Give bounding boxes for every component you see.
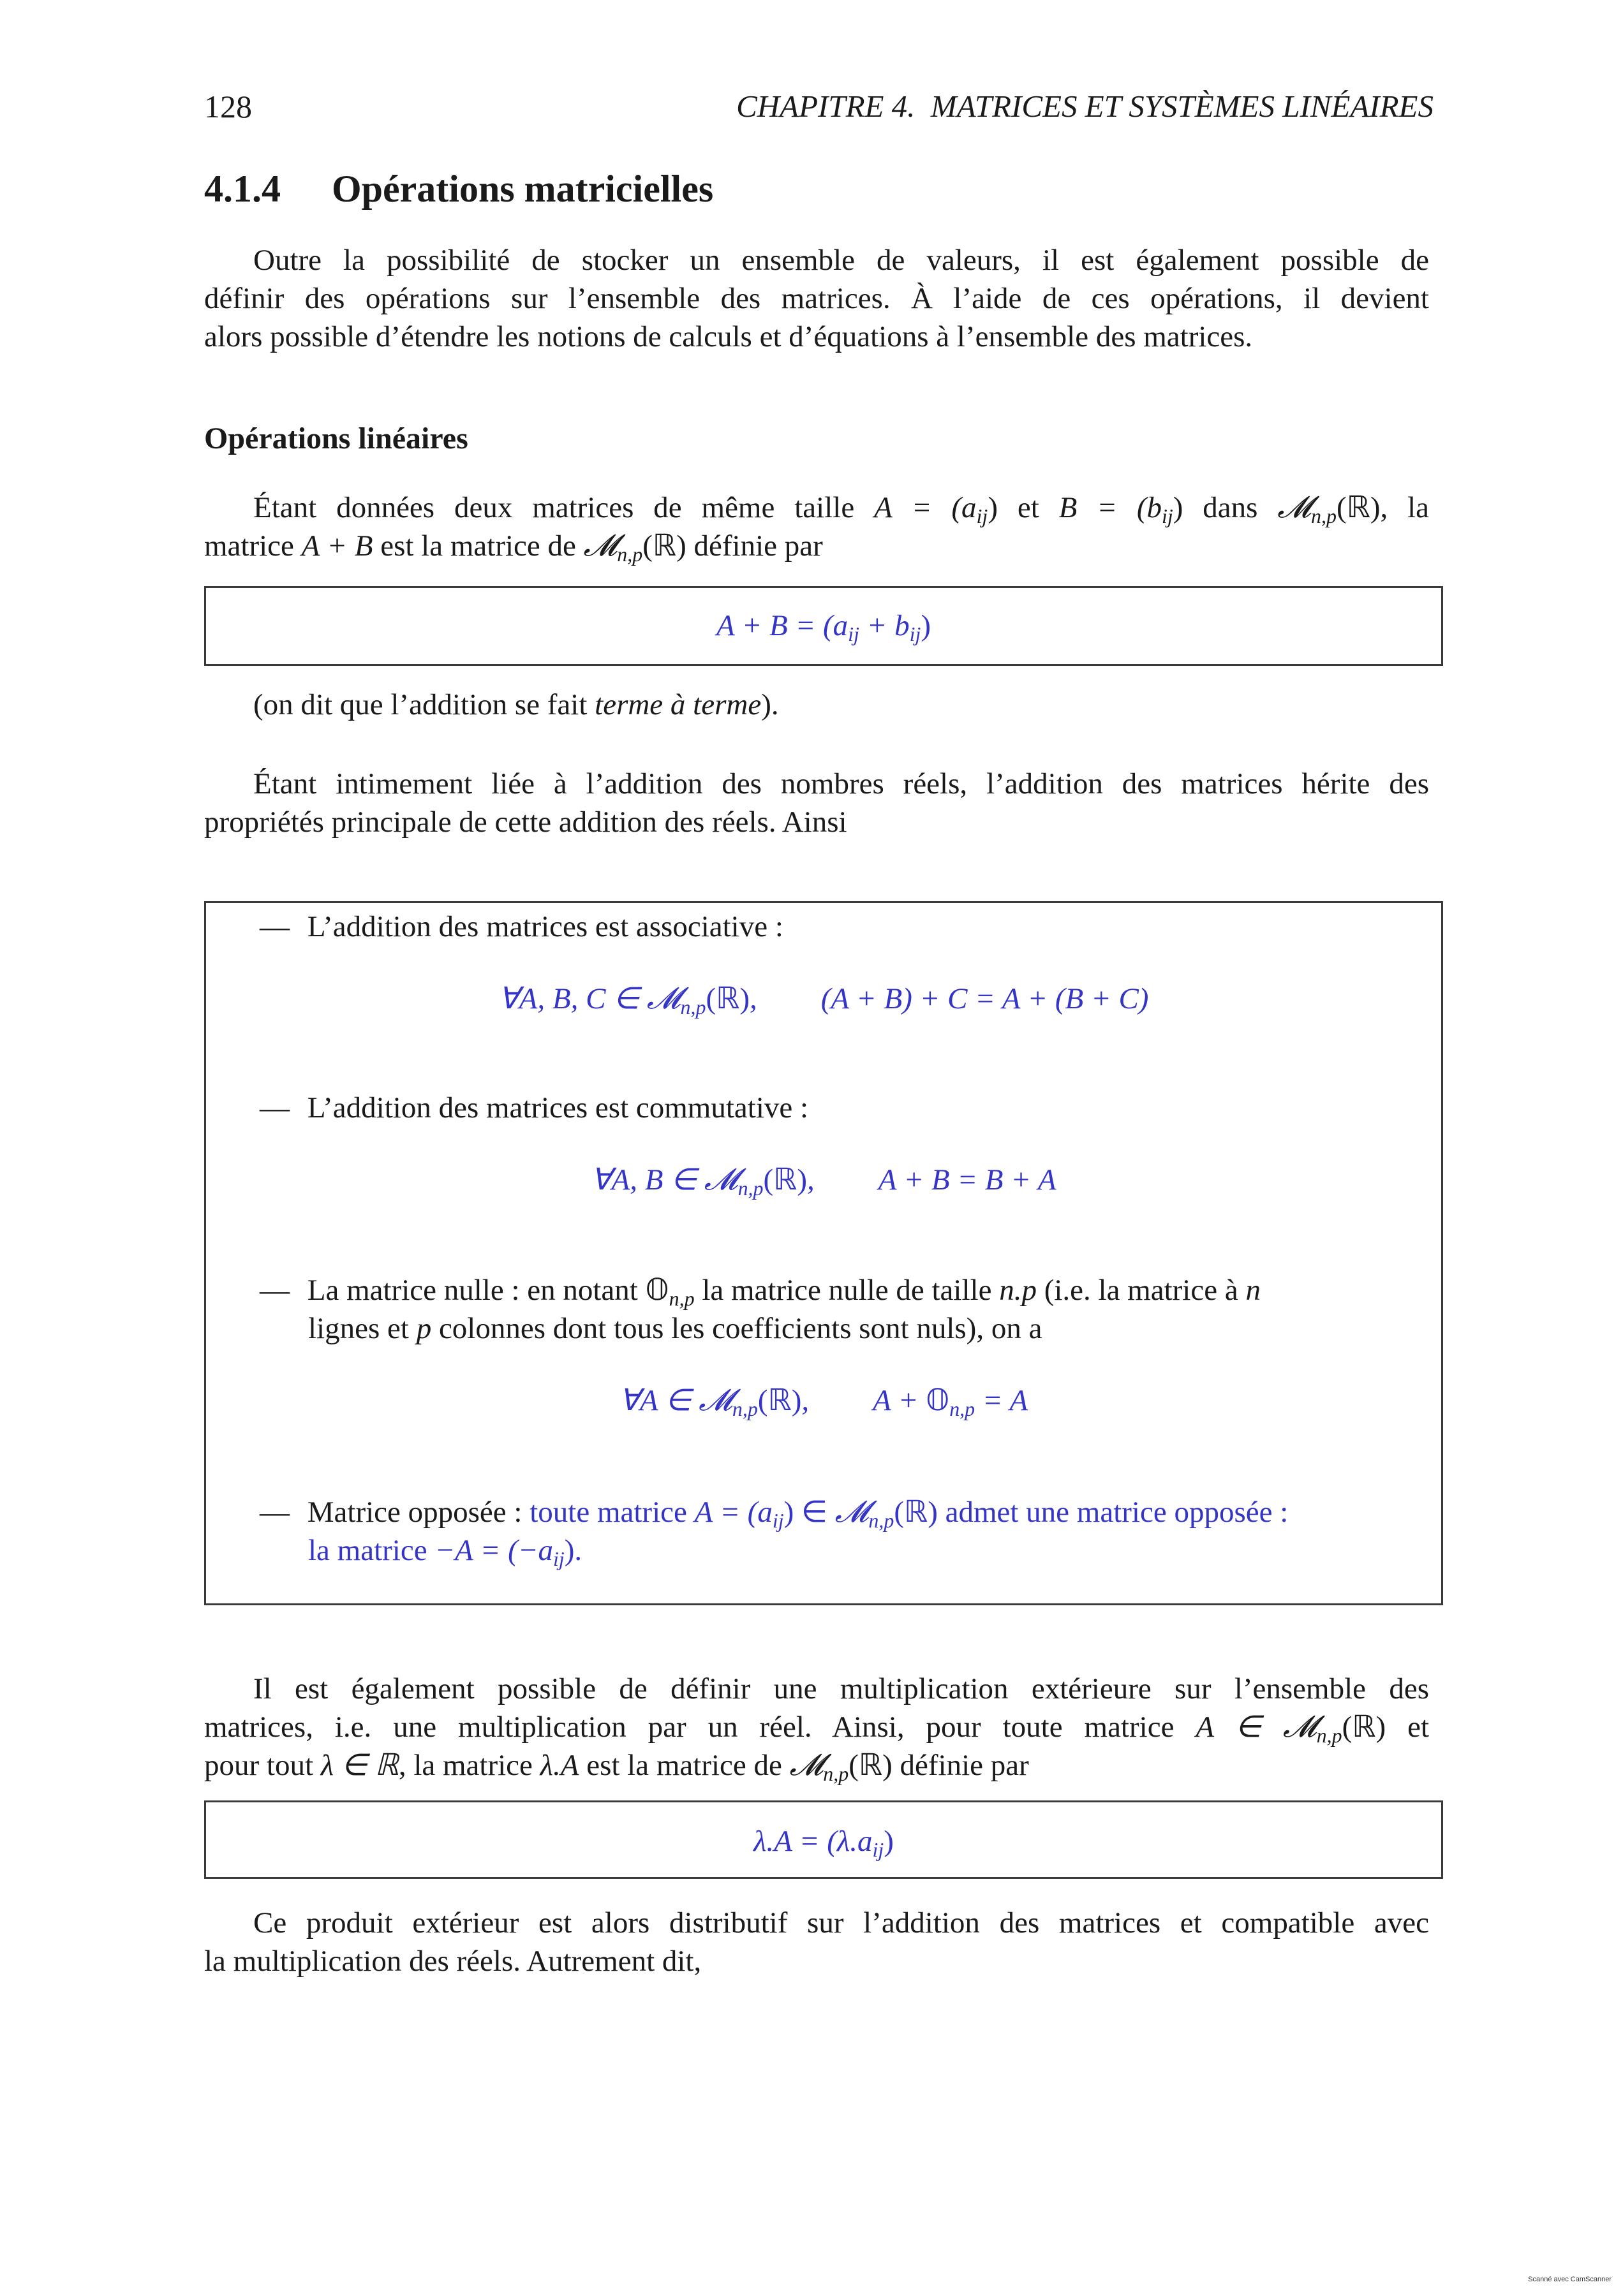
section-number: 4.1.4 <box>204 168 281 210</box>
property-associative <box>260 908 783 946</box>
scalar-multiplication-paragraph <box>204 1670 1429 1785</box>
property-opposite <box>260 1493 1288 1570</box>
zero-matrix-line-2: lignes et p colonnes dont tous les coefficients sont nuls), on a <box>308 1312 1042 1345</box>
formula-addition: $A + B = (a_{ij} + b_{ij})$ <box>716 609 931 645</box>
subsection-heading: Opérations linéaires <box>204 422 468 455</box>
addition-definition <box>204 489 1429 565</box>
bullet-dash: — <box>260 1091 290 1124</box>
bullet-dash: — <box>260 910 290 943</box>
conclusion-paragraph <box>204 1904 1429 1980</box>
bullet-dash: — <box>260 1496 290 1529</box>
zero-matrix-line-1: — La matrice nulle : en notant 𝕆$_{n,p}$ la matrice nulle de taille n.p (i.e. la matrice à n <box>260 1274 1261 1310</box>
termwise-emphasis: terme à terme <box>595 688 762 721</box>
scalar-line-1: Il est également possible de définir une multiplication extérieure sur l’ensemble des <box>253 1672 1429 1705</box>
conclusion-line-1: Ce produit extérieur est alors distributif sur l’addition des matrices et compatible avec <box>253 1906 1429 1939</box>
properties-intro-line-2: propriétés principale de cette addition des réels. Ainsi <box>204 806 847 839</box>
camscanner-watermark: Scanné avec CamScanner <box>1528 2276 1612 2283</box>
property-zero-matrix <box>260 1271 1261 1348</box>
scalar-line-3: pour tout λ ∈ ℝ, la matrice λ.A est la matrice de 𝓜$_{n,p}$(ℝ) définie par <box>204 1748 1029 1785</box>
termwise-note: (on dit que l’addition se fait terme à terme). <box>253 688 779 721</box>
formula-scalar: $\lambda.A = (\lambda.a_{ij})$ <box>753 1825 894 1861</box>
formula-box-scalar <box>204 1800 1443 1879</box>
bullet-dash: — <box>260 1274 290 1307</box>
formula-commutative: ∀A, B ∈ 𝓜$_{n,p}$(ℝ), A + B = B + A <box>591 1162 1056 1200</box>
intro-line-1: Outre la possibilité de stocker un ensemble de valeurs, il est également possible de <box>253 244 1429 277</box>
properties-intro <box>204 765 1429 841</box>
section-heading <box>204 167 713 211</box>
property-label: L’addition des matrices est associative : <box>307 910 783 943</box>
page-number: 128 <box>204 89 252 124</box>
property-commutative <box>260 1089 808 1127</box>
formula-zero-matrix: ∀A ∈ 𝓜$_{n,p}$(ℝ), A + 𝕆$_{n,p}$ = A <box>619 1383 1028 1420</box>
addition-def-line-2: matrice A + B est la matrice de 𝓜$_{n,p}$(ℝ) définie par <box>204 528 823 566</box>
conclusion-line-2: la multiplication des réels. Autrement dit, <box>204 1945 702 1978</box>
property-label: L’addition des matrices est commutative : <box>307 1091 809 1124</box>
addition-def-line-1: Étant données deux matrices de même taille $A = (a_{ij})$ et $B = (b_{ij})$ dans 𝓜$_{n,p}$(ℝ), la <box>253 490 1430 527</box>
properties-intro-line-1: Étant intimement liée à l’addition des nombres réels, l’addition des matrices hérite des <box>253 767 1429 800</box>
intro-line-2: définir des opérations sur l’ensemble des matrices. À l’aide de ces opérations, il devient <box>204 282 1429 315</box>
intro-line-3: alors possible d’étendre les notions de calculs et d’équations à l’ensemble des matrices. <box>204 320 1253 353</box>
intro-paragraph <box>204 241 1429 356</box>
running-title: CHAPITRE 4. MATRICES ET SYSTÈMES LINÉAIRES <box>736 89 1434 124</box>
formula-box-addition <box>204 586 1443 666</box>
opposite-line-1: — Matrice opposée : toute matrice $A = (a_{ij})$ ∈ 𝓜$_{n,p}$(ℝ) admet une matrice opposée : <box>260 1494 1289 1532</box>
scalar-line-2: matrices, i.e. une multiplication par un réel. Ainsi, pour toute matrice A ∈ 𝓜$_{n,p}$(ℝ) et <box>204 1709 1430 1747</box>
formula-associative: ∀A, B, C ∈ 𝓜$_{n,p}$(ℝ), (A + B) + C = A + (B + C) <box>498 981 1149 1019</box>
opposite-line-2: la matrice $-A = (-a_{ij})$. <box>308 1534 582 1570</box>
section-title: Opérations matricielles <box>332 168 714 210</box>
